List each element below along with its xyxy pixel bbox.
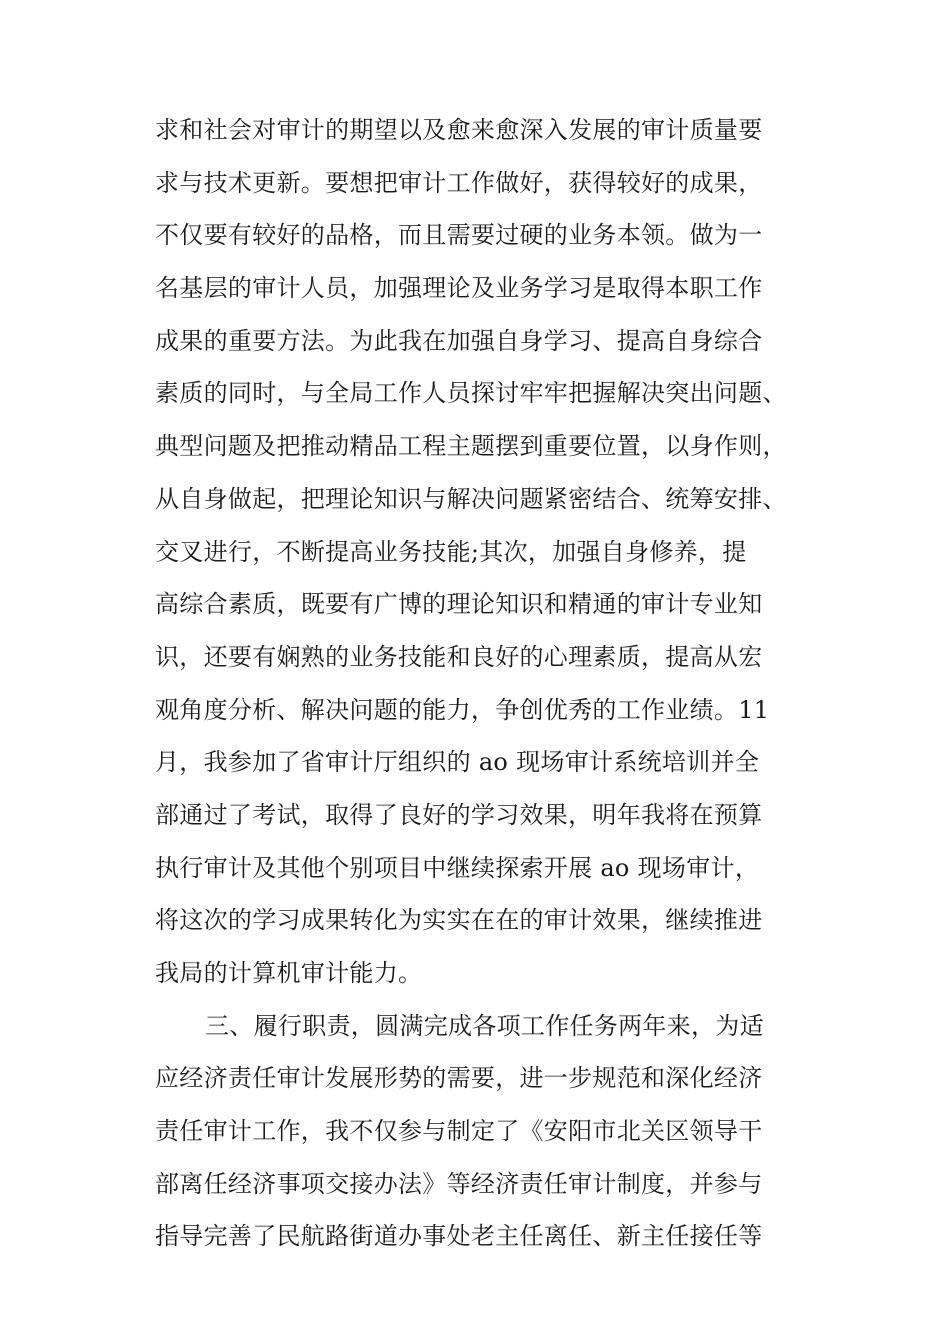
body-text [155, 104, 835, 1263]
text-line: 不仅要有较好的品格，而且需要过硬的业务本领。做为一 [155, 221, 763, 250]
text-line: 部通过了考试，取得了良好的学习效果，明年我将在预算 [155, 800, 763, 829]
text-line: 名基层的审计人员，加强理论及业务学习是取得本职工作 [155, 274, 763, 303]
text-line: 执行审计及其他个别项目中继续探索开展 ao 现场审计， [155, 853, 760, 882]
text-line: 求与技术更新。要想把审计工作做好，获得较好的成果， [155, 168, 763, 197]
text-line: 月，我参加了省审计厅组织的 ao 现场审计系统培训并全 [155, 748, 760, 777]
text-line: 高综合素质，既要有广博的理论知识和精通的审计专业知 [155, 590, 763, 619]
text-line: 求和社会对审计的期望以及愈来愈深入发展的审计质量要 [155, 116, 763, 144]
text-line: 素质的同时，与全局工作人员探讨牢牢把握解决突出问题、 [155, 379, 787, 408]
text-line: 部离任经济事项交接办法》等经济责任审计制度，并参与 [155, 1169, 763, 1198]
text-line: 指导完善了民航路街道办事处老主任离任、新主任接任等 [155, 1222, 763, 1251]
section-heading-line: 三、履行职责，圆满完成各项工作任务两年来，为适 [205, 1011, 764, 1040]
text-line: 责任审计工作，我不仅参与制定了《安阳市北关区领导干 [155, 1117, 763, 1146]
text-line: 应经济责任审计发展形势的需要，进一步规范和深化经济 [155, 1064, 763, 1093]
text-line: 识，还要有娴熟的业务技能和良好的心理素质，提高从宏 [155, 642, 763, 671]
text-line: 观角度分析、解决问题的能力，争创优秀的工作业绩。11 [155, 695, 770, 724]
text-line: 我局的计算机审计能力。 [155, 959, 423, 987]
text-line: 交叉进行，不断提高业务技能;其次，加强自身修养，提 [155, 537, 747, 566]
text-line: 从自身做起，把理论知识与解决问题紧密结合、统筹安排、 [155, 484, 787, 513]
text-line: 将这次的学习成果转化为实实在在的审计效果，继续推进 [155, 906, 763, 935]
text-line: 成果的重要方法。为此我在加强自身学习、提高自身综合 [155, 326, 763, 355]
text-line: 典型问题及把推动精品工程主题摆到重要位置，以身作则， [155, 432, 787, 461]
